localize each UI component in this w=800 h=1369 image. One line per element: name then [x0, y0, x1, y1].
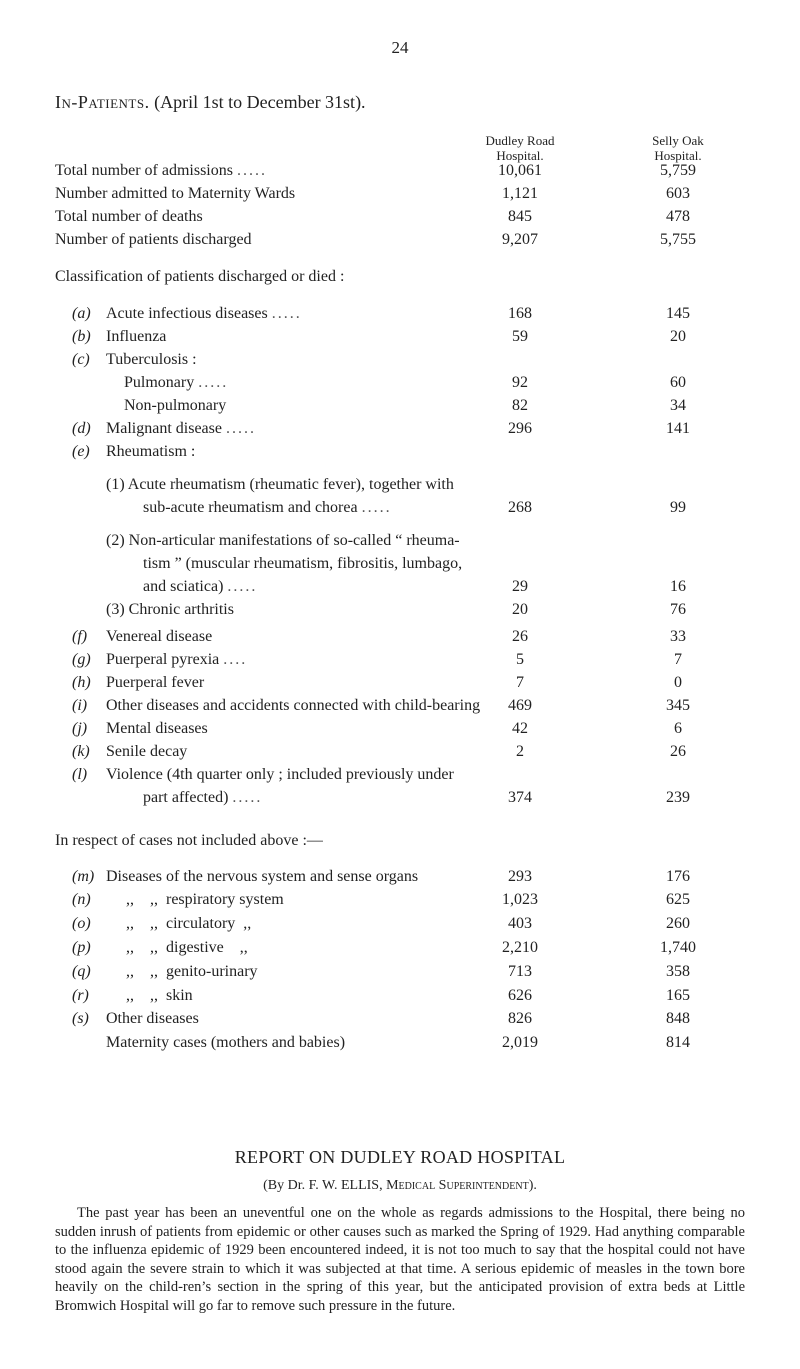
column-header-dudley-road: Dudley Road Hospital. [485, 133, 555, 163]
page-number: 24 [391, 38, 409, 57]
table-row: (n) ,, ,, respiratory system 1,023 625 [72, 891, 690, 908]
table-row: (3) Chronic arthritis 20 76 [106, 601, 686, 618]
respect-heading: In respect of cases not included above :— [55, 832, 323, 849]
report-title: REPORT ON DUDLEY ROAD HOSPITAL [234, 1147, 566, 1167]
table-title [55, 92, 366, 113]
table-row: tism ” (muscular rheumatism, fibrositis, lumbago, [143, 555, 463, 572]
table-row: (s) Other diseases 826 848 [72, 1010, 690, 1027]
table-row: Total number of admissions ..... 10,061 5,759 [55, 162, 696, 179]
table-row: sub-acute rheumatism and chorea ..... 268 99 [143, 499, 686, 516]
table-row: (e) Rheumatism : [72, 443, 196, 460]
table-row: Number of patients discharged 9,207 5,755 [55, 231, 696, 248]
title-caps: In-Patients. [55, 92, 150, 112]
table-row: (j) Mental diseases 42 6 [72, 720, 682, 737]
report-author: (By Dr. F. W. ELLIS, Medical Superintendent). [263, 1178, 537, 1193]
table-row: (c) Tuberculosis : [72, 351, 197, 368]
table-row: (f) Venereal disease 26 33 [72, 628, 686, 645]
table-row: (b) Influenza 59 20 [72, 328, 686, 345]
table-row: Maternity cases (mothers and babies) 2,019 814 [106, 1034, 690, 1051]
table-row: (a) Acute infectious diseases ..... 168 145 [72, 305, 690, 322]
table-row: (2) Non-articular manifestations of so-called “ rheuma- [106, 532, 460, 549]
table-row: (r) ,, ,, skin 626 165 [72, 987, 690, 1004]
table-row: Total number of deaths 845 478 [55, 208, 690, 225]
table-row: (g) Puerperal pyrexia .... 5 7 [72, 651, 682, 668]
table-row: (d) Malignant disease ..... 296 141 [72, 420, 690, 437]
table-row: part affected) ..... 374 239 [143, 789, 690, 806]
table-row: Pulmonary ..... 92 60 [124, 374, 686, 391]
table-row: Number admitted to Maternity Wards 1,121 603 [55, 185, 690, 202]
table-row: (i) Other diseases and accidents connected with child-bearing 469 345 [72, 697, 690, 714]
classification-heading: Classification of patients discharged or died : [55, 268, 345, 285]
report-paragraph: The past year has been an uneventful one on the whole as regards admissions to the Hospital, there being no sudden inrush of patients from epidemic or other causes such as marked the Spring of 1929. Had anything comparable to the influenza epidemic of 1929 been encountered indeed, it is not too much to say that the hospital could not have stood again the severe strain to which it was subjected at that time. A serious epidemic of measles in the town bore heavily on the child-ren’s section in the spring of this year, but the anticipated provision of extra beds at Little Bromwich Hospital will go far to remove such pressure in the future. [55, 1205, 745, 1314]
table-row: (o) ,, ,, circulatory ,, 403 260 [72, 915, 690, 932]
column-header-selly-oak: Selly Oak Hospital. [652, 133, 704, 163]
table-row: (l) Violence (4th quarter only ; included previously under [72, 766, 454, 783]
table-row: and sciatica) ..... 29 16 [143, 578, 686, 595]
table-row: (p) ,, ,, digestive ,, 2,210 1,740 [72, 939, 696, 956]
table-row: (h) Puerperal fever 7 0 [72, 674, 682, 691]
table-row: (q) ,, ,, genito-urinary 713 358 [72, 963, 690, 980]
table-row: Non-pulmonary 82 34 [124, 397, 686, 414]
title-rest: (April 1st to December 31st). [154, 92, 366, 112]
table-row: (m) Diseases of the nervous system and sense organs 293 176 [72, 868, 690, 885]
table-row: (1) Acute rheumatism (rheumatic fever), together with [106, 476, 454, 493]
table-row: (k) Senile decay 2 26 [72, 743, 686, 760]
